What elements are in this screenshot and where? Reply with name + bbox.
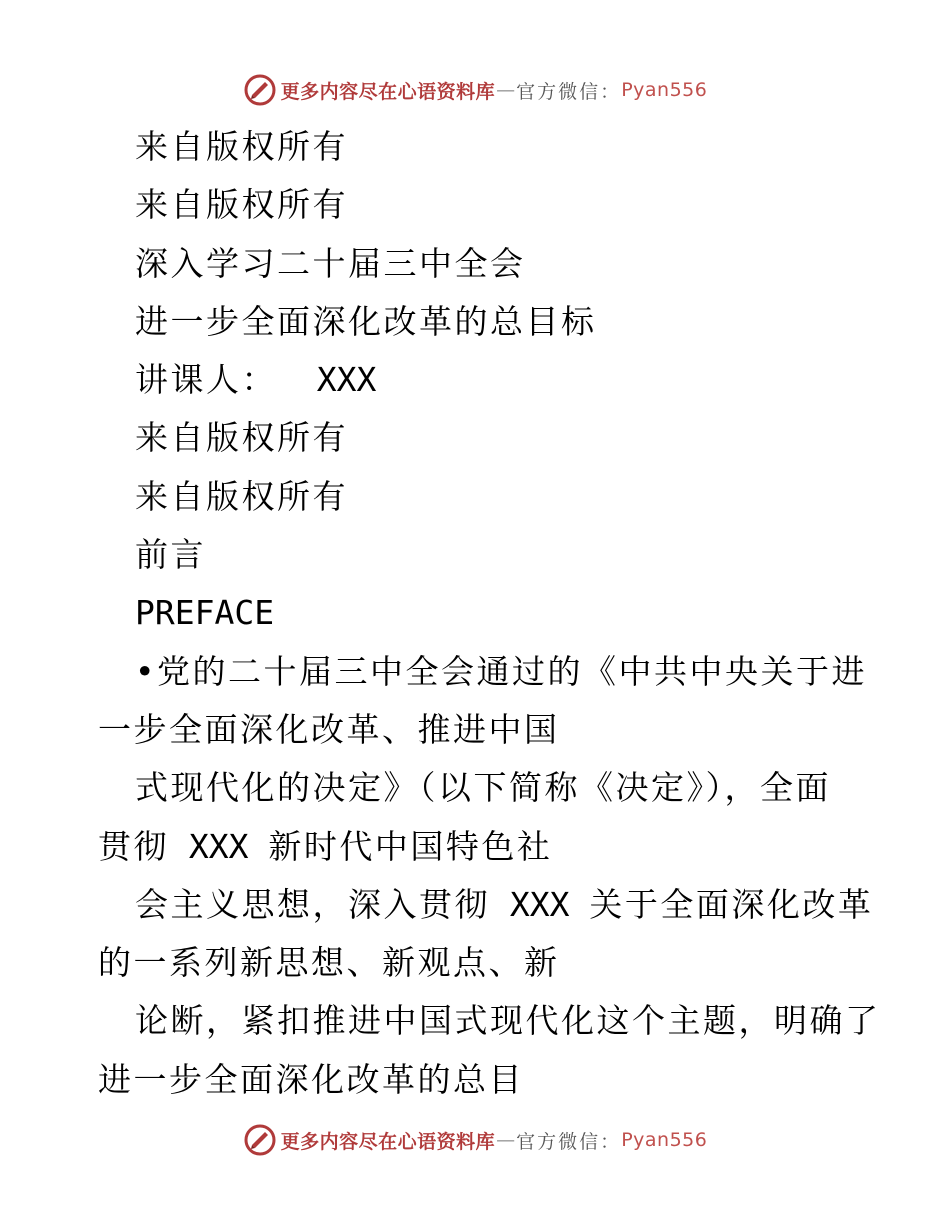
banner-main-text: 更多内容尽在心语资料库 <box>280 80 496 103</box>
paragraph-line: 的一系列新思想、新观点、新 <box>98 943 560 983</box>
section-heading-english: PREFACE <box>135 593 275 633</box>
paragraph-line: 一步全面深化改革、推进中国 <box>98 709 560 749</box>
paragraph-line: 进一步全面深化改革的总目 <box>98 1059 524 1099</box>
text-line: 来自版权所有 <box>135 418 348 458</box>
banner-wechat-label: 官方微信： <box>516 1130 622 1153</box>
paragraph-fragment: 关于全面深化改革 <box>589 884 874 924</box>
paragraph-placeholder <box>490 885 589 924</box>
banner-wechat-id: Pyan556 <box>621 79 708 101</box>
text-line: 来自版权所有 <box>135 476 348 516</box>
footer-banner <box>0 1120 950 1160</box>
document-body <box>98 118 881 1109</box>
banner-wechat-label: 官方微信： <box>516 80 622 103</box>
paragraph-line <box>98 818 858 876</box>
banner-wechat-id: Pyan556 <box>621 1129 708 1151</box>
brand-logo-icon <box>243 73 277 107</box>
paragraph-fragment: 会主义思想，深入贯彻 <box>135 884 490 924</box>
banner-main-text: 更多内容尽在心语资料库 <box>280 1130 496 1153</box>
lecturer-placeholder: XXX <box>316 360 377 400</box>
paragraph-line: •党的二十届三中全会通过的《中共中央关于进 <box>135 651 867 691</box>
lecturer-name <box>277 360 376 399</box>
text-line: 来自版权所有 <box>135 185 348 225</box>
document-subtitle: 进一步全面深化改革的总目标 <box>135 301 597 341</box>
paragraph-line: 式现代化的决定》（以下简称《决定》），全面 <box>135 768 831 808</box>
header-banner <box>0 70 950 110</box>
paragraph-line <box>98 876 874 934</box>
paragraph-placeholder <box>169 827 268 866</box>
document-title: 深入学习二十届三中全会 <box>135 243 526 283</box>
banner-dash: — <box>496 1129 516 1151</box>
paragraph-line: 论断，紧扣推进中国式现代化这个主题，明确了 <box>135 1001 881 1041</box>
brand-logo-icon <box>243 1123 277 1157</box>
paragraph-fragment: 新时代中国特色社 <box>268 826 553 866</box>
placeholder-text: XXX <box>509 884 570 924</box>
placeholder-text: XXX <box>188 826 249 866</box>
lecturer-label: 讲课人： <box>135 360 277 400</box>
banner-dash: — <box>496 79 516 101</box>
section-heading: 前言 <box>135 535 206 575</box>
text-line: 来自版权所有 <box>135 127 348 166</box>
paragraph-fragment: 贯彻 <box>98 826 169 866</box>
lecturer-line <box>98 351 858 409</box>
